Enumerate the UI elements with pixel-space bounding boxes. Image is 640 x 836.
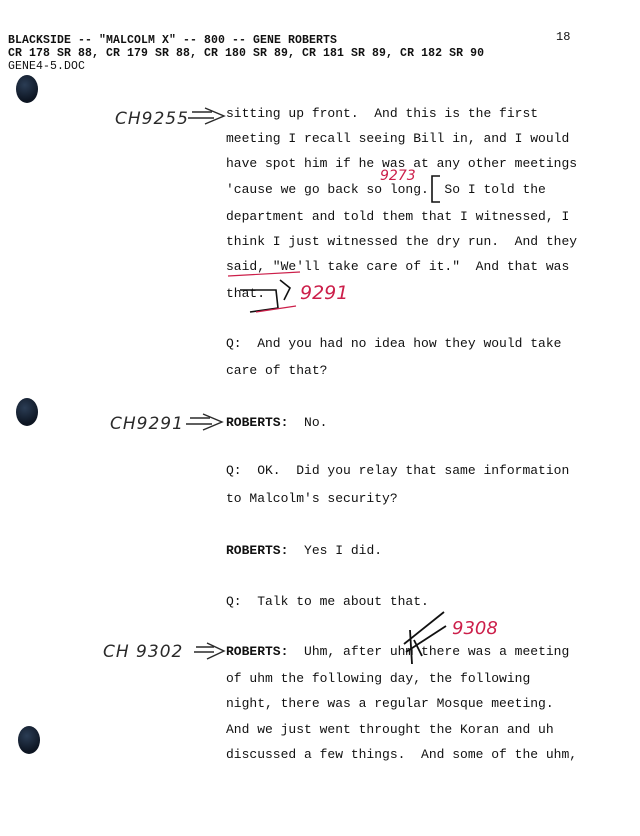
arrow-icon [186,414,222,430]
transcript-line: department and told them that I witnessed, I [226,209,570,224]
speaker-label: ROBERTS: [226,415,289,430]
page-number: 18 [556,30,571,44]
red-timecode: 9308 [452,618,498,639]
transcript-line: 'cause we go back so long. So I told the [226,182,546,197]
question-line: care of that? [226,363,328,378]
binder-hole [16,398,38,426]
speaker-label: ROBERTS: [226,543,289,558]
red-timecode: 9273 [380,168,416,184]
transcript-line: discussed a few things. And some of the uhm, [226,747,578,762]
speaker-label: ROBERTS: [226,644,289,659]
header-title: BLACKSIDE -- "MALCOLM X" -- 800 -- GENE ROBERTS [8,34,338,47]
transcript-line: have spot him if he was at any other meetings [226,156,578,171]
red-timecode: 9291 [300,282,349,304]
question-line: Q: And you had no idea how they would take [226,336,562,351]
question-line: Q: OK. Did you relay that same information [226,463,570,478]
arrow-icon [188,108,224,124]
transcript-line: think I just witnessed the dry run. And they [226,234,578,249]
header-roll-codes: CR 178 SR 88, CR 179 SR 88, CR 180 SR 89, CR 181 SR 89, CR 182 SR 90 [8,47,485,60]
handwritten-timecode: CH 9302 [103,642,184,662]
header-filename: GENE4-5.DOC [8,60,86,73]
answer-text: Uhm, after uhm there was a meeting [304,644,570,659]
transcript-line: that. [226,286,266,301]
question-line: to Malcolm's security? [226,491,398,506]
transcript-line: And we just went throught the Koran and uh [226,722,554,737]
answer-text: Yes I did. [304,543,383,558]
arrow-icon [194,643,224,659]
transcript-line: of uhm the following day, the following [226,671,531,686]
transcript-line: meeting I recall seeing Bill in, and I would [226,131,570,146]
answer-text: No. [304,415,328,430]
handwritten-timecode: CH9291 [110,414,184,434]
handwritten-timecode: CH9255 [115,109,189,129]
question-line: Q: Talk to me about that. [226,594,429,609]
binder-hole [18,726,40,754]
binder-hole [16,75,38,103]
transcript-line: night, there was a regular Mosque meeting. [226,696,554,711]
transcript-line: sitting up front. And this is the first [226,106,539,121]
transcript-line: said, "We'll take care of it." And that was [226,259,570,274]
